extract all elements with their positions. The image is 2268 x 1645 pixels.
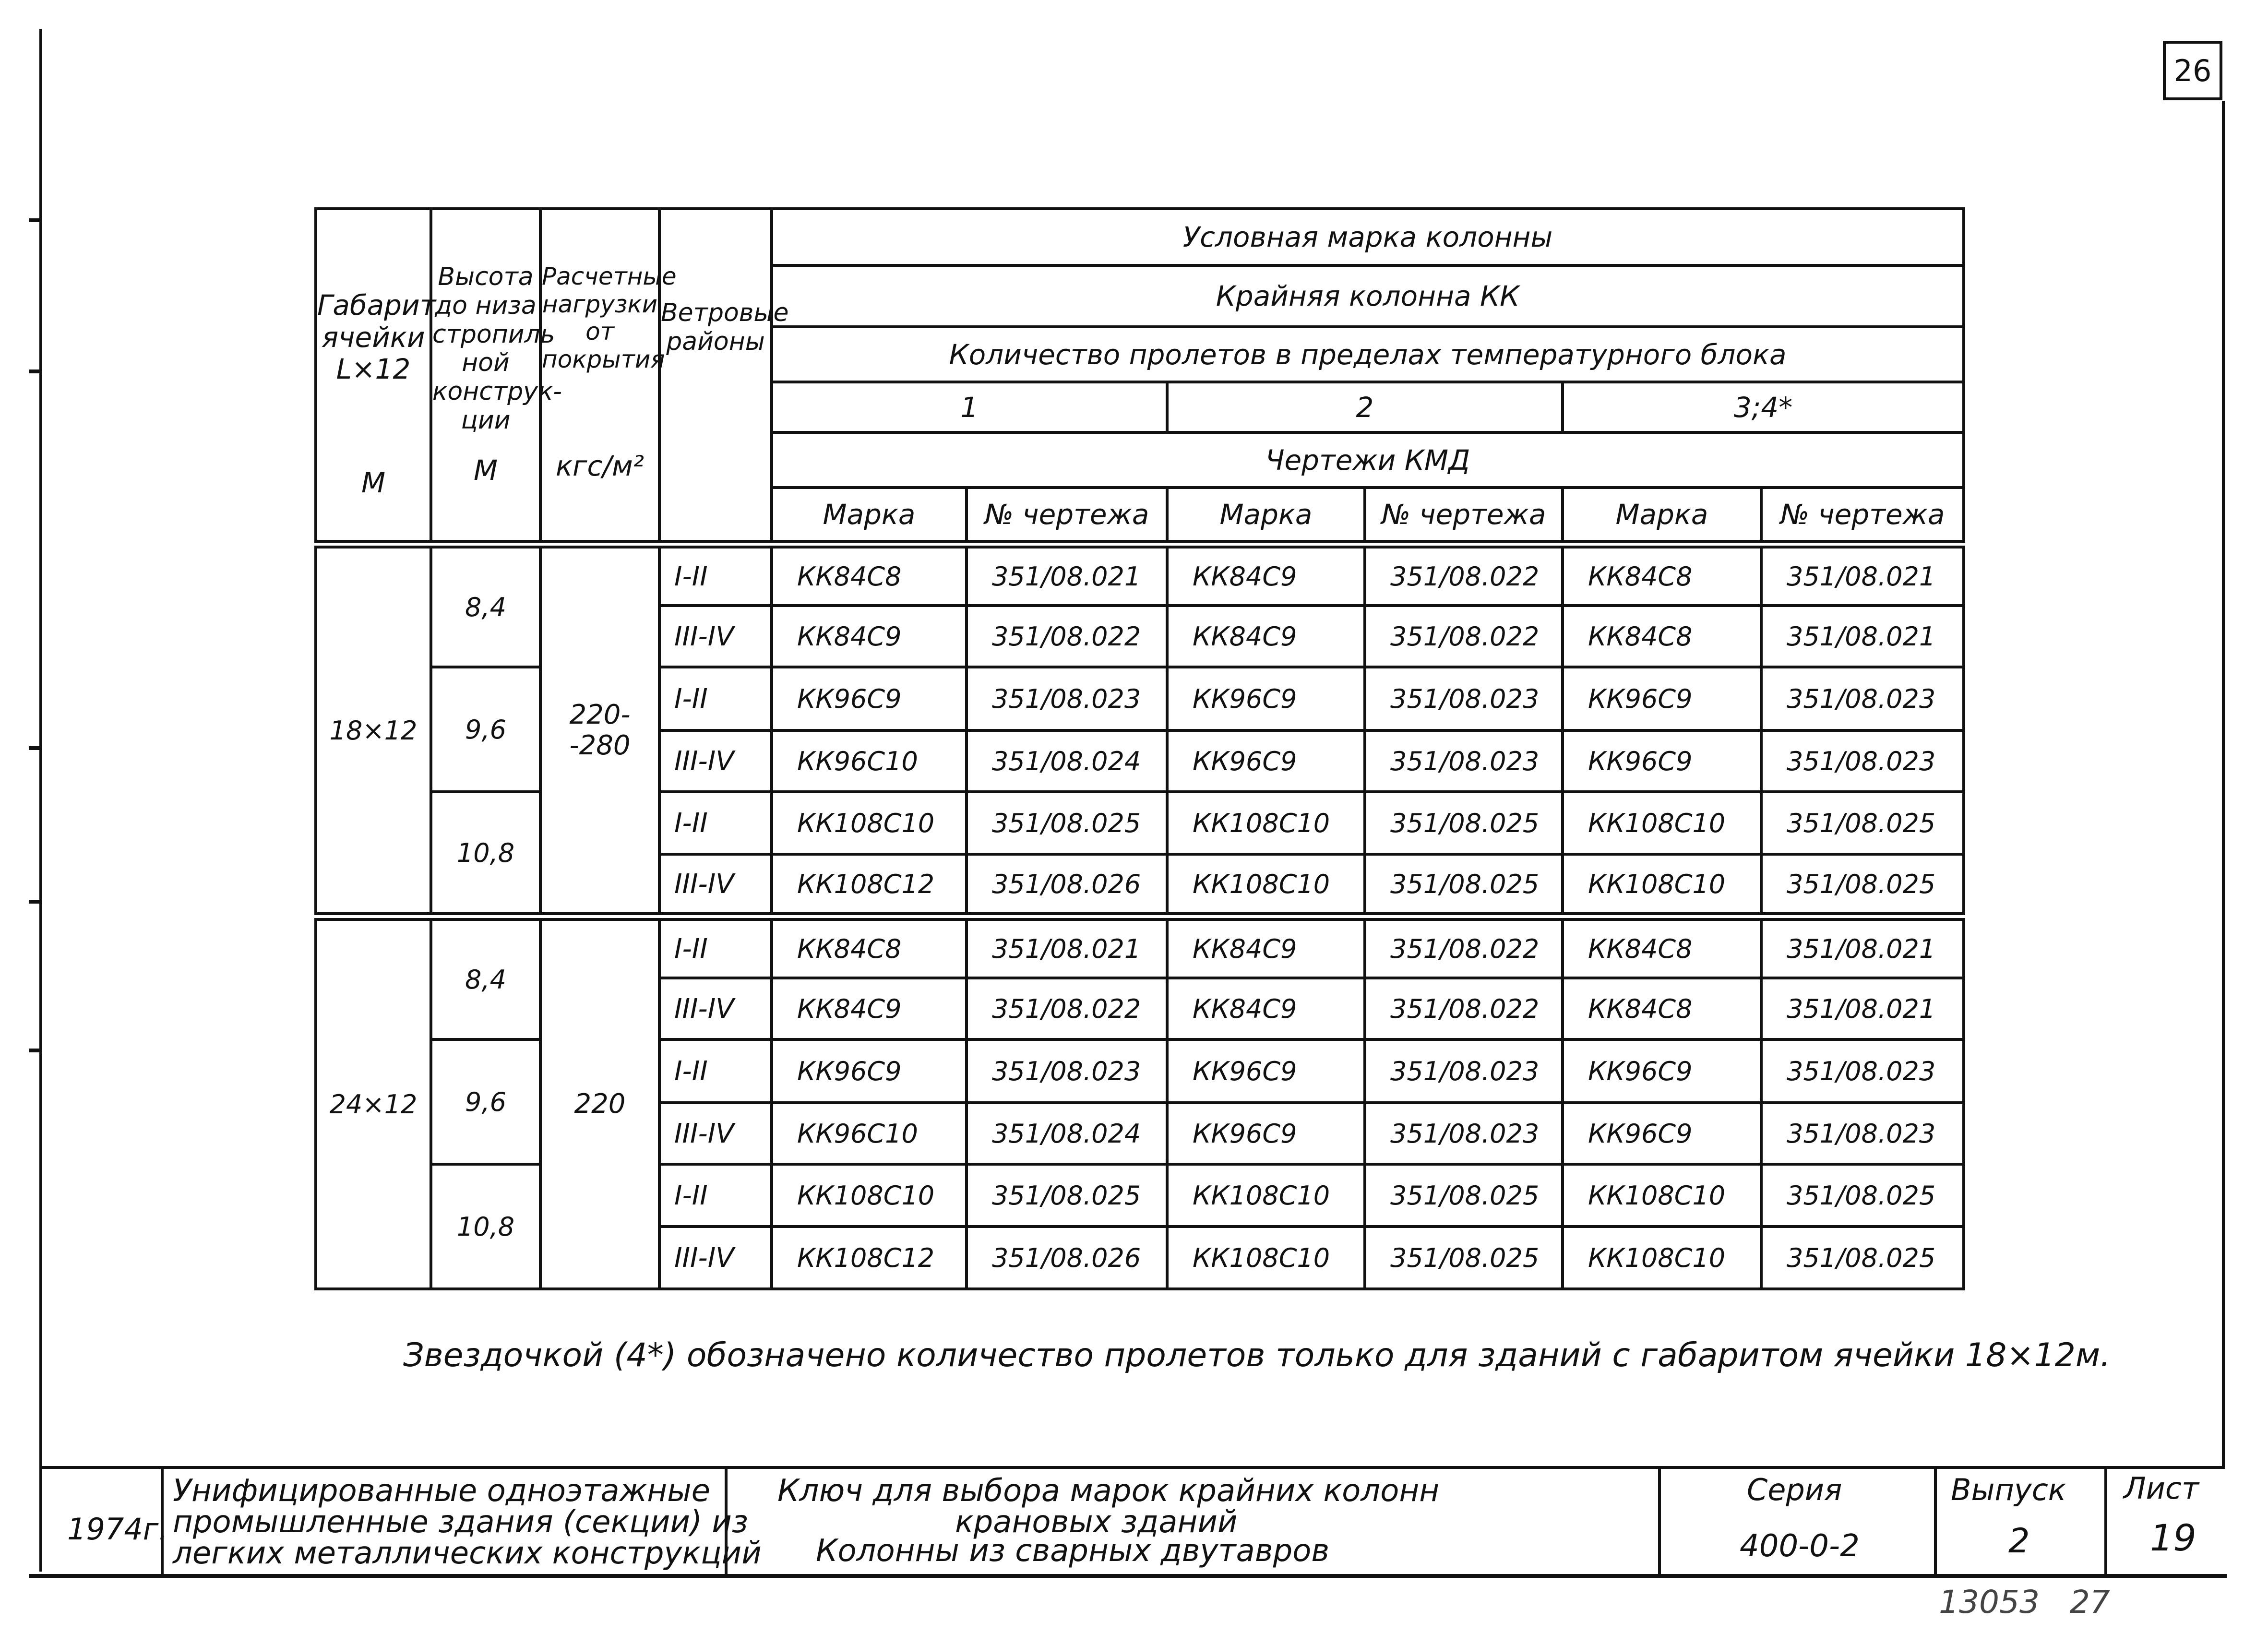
- drawing-number-cell: 351/08.023: [1365, 730, 1563, 792]
- drawing-number-cell: 351/08.021: [1761, 544, 1964, 606]
- drawing-number-cell: 351/08.023: [1761, 1039, 1964, 1103]
- table-row: [316, 544, 1964, 606]
- drawing-number-cell: 351/08.025: [1761, 792, 1964, 854]
- tb-divider: [2104, 1467, 2107, 1575]
- header-height-unit: М: [473, 453, 498, 487]
- column-mark-cell: КК96С9: [772, 667, 967, 730]
- column-mark-cell: КК96С9: [1167, 730, 1365, 792]
- margin-tick: [29, 746, 42, 750]
- column-mark-cell: КК84С9: [772, 978, 967, 1039]
- column-mark-cell: КК96С9: [1167, 1103, 1365, 1164]
- column-mark-cell: КК108С10: [1563, 1227, 1761, 1289]
- height-cell: 10,8: [431, 792, 540, 917]
- tb-issue-label: Выпуск: [1951, 1472, 2066, 1507]
- drawing-number-cell: 351/08.022: [1365, 917, 1563, 978]
- column-mark-cell: КК108С10: [1167, 1227, 1365, 1289]
- column-mark-cell: КК96С10: [772, 1103, 967, 1164]
- drawing-number-cell: 351/08.021: [1761, 917, 1964, 978]
- drawing-number-cell: 351/08.023: [1365, 667, 1563, 730]
- drawing-number-cell: 351/08.022: [1365, 544, 1563, 606]
- tb-sheet-value: 19: [2150, 1516, 2196, 1559]
- column-mark-cell: КК96С9: [1563, 1039, 1761, 1103]
- margin-tick: [29, 900, 42, 904]
- wind-region-cell: III-IV: [659, 978, 772, 1039]
- drawing-number-cell: 351/08.025: [1761, 1227, 1964, 1289]
- tb-series-title-line-2: промышленные здания (секции) из: [173, 1504, 748, 1540]
- column-mark-cell: КК108С10: [1563, 792, 1761, 854]
- tb-sheet-title-line-1: Ключ для выбора марок крайних колонн: [777, 1473, 1440, 1509]
- drawing-number-cell: 351/08.022: [967, 978, 1167, 1039]
- tb-sheet-label: Лист: [2124, 1471, 2199, 1506]
- height-cell: 8,4: [431, 917, 540, 1039]
- tb-series-label: Серия: [1747, 1472, 1842, 1507]
- gabarit-cell: 24×12: [316, 917, 431, 1289]
- drawing-number-cell: 351/08.026: [967, 1227, 1167, 1289]
- tb-series-title-line-3: легких металлических конструкций: [173, 1536, 762, 1571]
- drawing-number-cell: 351/08.025: [967, 792, 1167, 854]
- column-mark-cell: КК84С8: [772, 917, 967, 978]
- header-mark-2: Марка: [1167, 488, 1365, 544]
- column-mark-cell: КК96С9: [1563, 667, 1761, 730]
- footer-numbers: 13053 27: [1939, 1584, 2110, 1621]
- column-mark-cell: КК84С9: [772, 606, 967, 667]
- table-row: [316, 917, 1964, 978]
- header-wind-label: Ветровые районы: [661, 298, 789, 356]
- drawing-number-cell: 351/08.021: [967, 917, 1167, 978]
- tb-sheet-title-line-3: Колонны из сварных двутавров: [816, 1533, 1330, 1569]
- titleblock-top-line: [39, 1466, 2225, 1469]
- frame-bottom-line: [29, 1574, 2227, 1578]
- drawing-number-cell: 351/08.025: [1761, 1164, 1964, 1227]
- wind-region-cell: III-IV: [659, 854, 772, 917]
- footnote: Звездочкой (4*) обозначено количество пролетов только для зданий с габаритом ячейки 18×12м.: [403, 1336, 2111, 1374]
- wind-region-cell: III-IV: [659, 606, 772, 667]
- column-mark-cell: КК84С9: [1167, 606, 1365, 667]
- tb-series-value: 400-0-2: [1740, 1528, 1860, 1564]
- height-cell: 10,8: [431, 1164, 540, 1289]
- column-mark-cell: КК96С9: [1167, 667, 1365, 730]
- margin-tick: [29, 370, 42, 373]
- header-load-label: Расчетные нагрузки от покрытия: [542, 262, 677, 373]
- header-height: [431, 209, 562, 544]
- column-mark-cell: КК84С9: [1167, 917, 1365, 978]
- margin-tick: [29, 218, 42, 222]
- drawing-number-cell: 351/08.025: [1365, 1227, 1563, 1289]
- gabarit-cell: 18×12: [316, 544, 431, 917]
- header-wind: [659, 209, 789, 544]
- column-mark-cell: КК84С8: [1563, 978, 1761, 1039]
- drawing-number-cell: 351/08.021: [1761, 606, 1964, 667]
- page-number: 26: [2163, 41, 2222, 100]
- tb-divider: [1658, 1467, 1661, 1575]
- drawing-number-cell: 351/08.025: [1365, 854, 1563, 917]
- column-mark-cell: КК84С9: [1167, 978, 1365, 1039]
- column-mark-cell: КК96С9: [1563, 1103, 1761, 1164]
- header-drawing-no-2: № чертежа: [1365, 488, 1563, 544]
- tb-sheet-title-line-2: крановых зданий: [955, 1504, 1238, 1540]
- drawing-number-cell: 351/08.022: [967, 606, 1167, 667]
- header-drawing-no-1: № чертежа: [967, 488, 1167, 544]
- wind-region-cell: I-II: [659, 544, 772, 606]
- column-mark-cell: КК108С10: [772, 792, 967, 854]
- tb-issue-value: 2: [2008, 1521, 2030, 1561]
- header-mark-3: Марка: [1563, 488, 1761, 544]
- column-mark-cell: КК108С12: [772, 854, 967, 917]
- drawing-number-cell: 351/08.024: [967, 730, 1167, 792]
- drawing-number-cell: 351/08.023: [1761, 730, 1964, 792]
- margin-tick: [29, 1049, 42, 1052]
- header-edge-column: Крайняя колонна КК: [772, 265, 1964, 327]
- header-span-group-2: 2: [1167, 382, 1563, 432]
- column-mark-cell: КК84С9: [1167, 544, 1365, 606]
- drawing-number-cell: 351/08.025: [967, 1164, 1167, 1227]
- header-drawings: Чертежи КМД: [772, 432, 1964, 488]
- column-mark-cell: КК96С9: [1167, 1039, 1365, 1103]
- header-gabarit-unit: М: [361, 466, 386, 500]
- drawing-number-cell: 351/08.022: [1365, 606, 1563, 667]
- drawing-number-cell: 351/08.023: [1761, 1103, 1964, 1164]
- drawing-number-cell: 351/08.024: [967, 1103, 1167, 1164]
- column-mark-cell: КК108С10: [1563, 854, 1761, 917]
- wind-region-cell: III-IV: [659, 1103, 772, 1164]
- header-gabarit: [316, 209, 436, 544]
- column-mark-cell: КК96С10: [772, 730, 967, 792]
- height-cell: 9,6: [431, 1039, 540, 1164]
- load-cell: 220- -280: [540, 544, 659, 917]
- header-span-group-3: 3;4*: [1563, 382, 1964, 432]
- tb-year: 1974г.: [67, 1512, 168, 1547]
- column-mark-cell: КК84С8: [1563, 917, 1761, 978]
- height-cell: 8,4: [431, 544, 540, 667]
- drawing-number-cell: 351/08.025: [1365, 1164, 1563, 1227]
- column-mark-cell: КК108С10: [1167, 854, 1365, 917]
- drawing-number-cell: 351/08.025: [1761, 854, 1964, 917]
- drawing-number-cell: 351/08.026: [967, 854, 1167, 917]
- column-mark-cell: КК108С10: [1563, 1164, 1761, 1227]
- header-load-unit: кгс/м²: [556, 450, 644, 482]
- wind-region-cell: I-II: [659, 792, 772, 854]
- header-load: [540, 209, 677, 544]
- height-cell: 9,6: [431, 667, 540, 792]
- wind-region-cell: III-IV: [659, 730, 772, 792]
- column-mark-cell: КК84С8: [1563, 606, 1761, 667]
- header-height-label: Высота до низа стропиль ной конструк- ции: [432, 262, 562, 435]
- column-mark-cell: КК96С9: [772, 1039, 967, 1103]
- frame-left-line: [39, 29, 42, 1572]
- wind-region-cell: I-II: [659, 667, 772, 730]
- header-mark-1: Марка: [772, 488, 967, 544]
- column-mark-cell: КК108С10: [772, 1164, 967, 1227]
- tb-series-title-line-1: Унифицированные одноэтажные: [173, 1473, 710, 1509]
- drawing-number-cell: 351/08.022: [1365, 978, 1563, 1039]
- drawing-number-cell: 351/08.023: [1365, 1039, 1563, 1103]
- drawing-number-cell: 351/08.023: [1365, 1103, 1563, 1164]
- drawing-number-cell: 351/08.023: [967, 667, 1167, 730]
- column-mark-cell: КК108С10: [1167, 1164, 1365, 1227]
- load-cell: 220: [540, 917, 659, 1289]
- column-key-table: [314, 207, 1965, 1290]
- drawing-number-cell: 351/08.023: [1761, 667, 1964, 730]
- header-spans-count: Количество пролетов в пределах температурного блока: [772, 327, 1964, 382]
- drawing-number-cell: 351/08.025: [1365, 792, 1563, 854]
- column-mark-cell: КК84С8: [1563, 544, 1761, 606]
- wind-region-cell: I-II: [659, 1164, 772, 1227]
- drawing-number-cell: 351/08.021: [1761, 978, 1964, 1039]
- column-mark-cell: КК108С10: [1167, 792, 1365, 854]
- header-span-group-1: 1: [772, 382, 1167, 432]
- tb-divider: [1934, 1467, 1937, 1575]
- drawing-number-cell: 351/08.021: [967, 544, 1167, 606]
- wind-region-cell: I-II: [659, 917, 772, 978]
- header-drawing-no-3: № чертежа: [1761, 488, 1964, 544]
- wind-region-cell: III-IV: [659, 1227, 772, 1289]
- column-mark-cell: КК96С9: [1563, 730, 1761, 792]
- column-mark-cell: КК108С12: [772, 1227, 967, 1289]
- header-conditional-mark: Условная марка колонны: [772, 209, 1964, 265]
- wind-region-cell: I-II: [659, 1039, 772, 1103]
- header-gabarit-label: Габарит ячейки L×12: [317, 289, 436, 386]
- drawing-number-cell: 351/08.023: [967, 1039, 1167, 1103]
- frame-right-line: [2222, 101, 2225, 1468]
- column-mark-cell: КК84С8: [772, 544, 967, 606]
